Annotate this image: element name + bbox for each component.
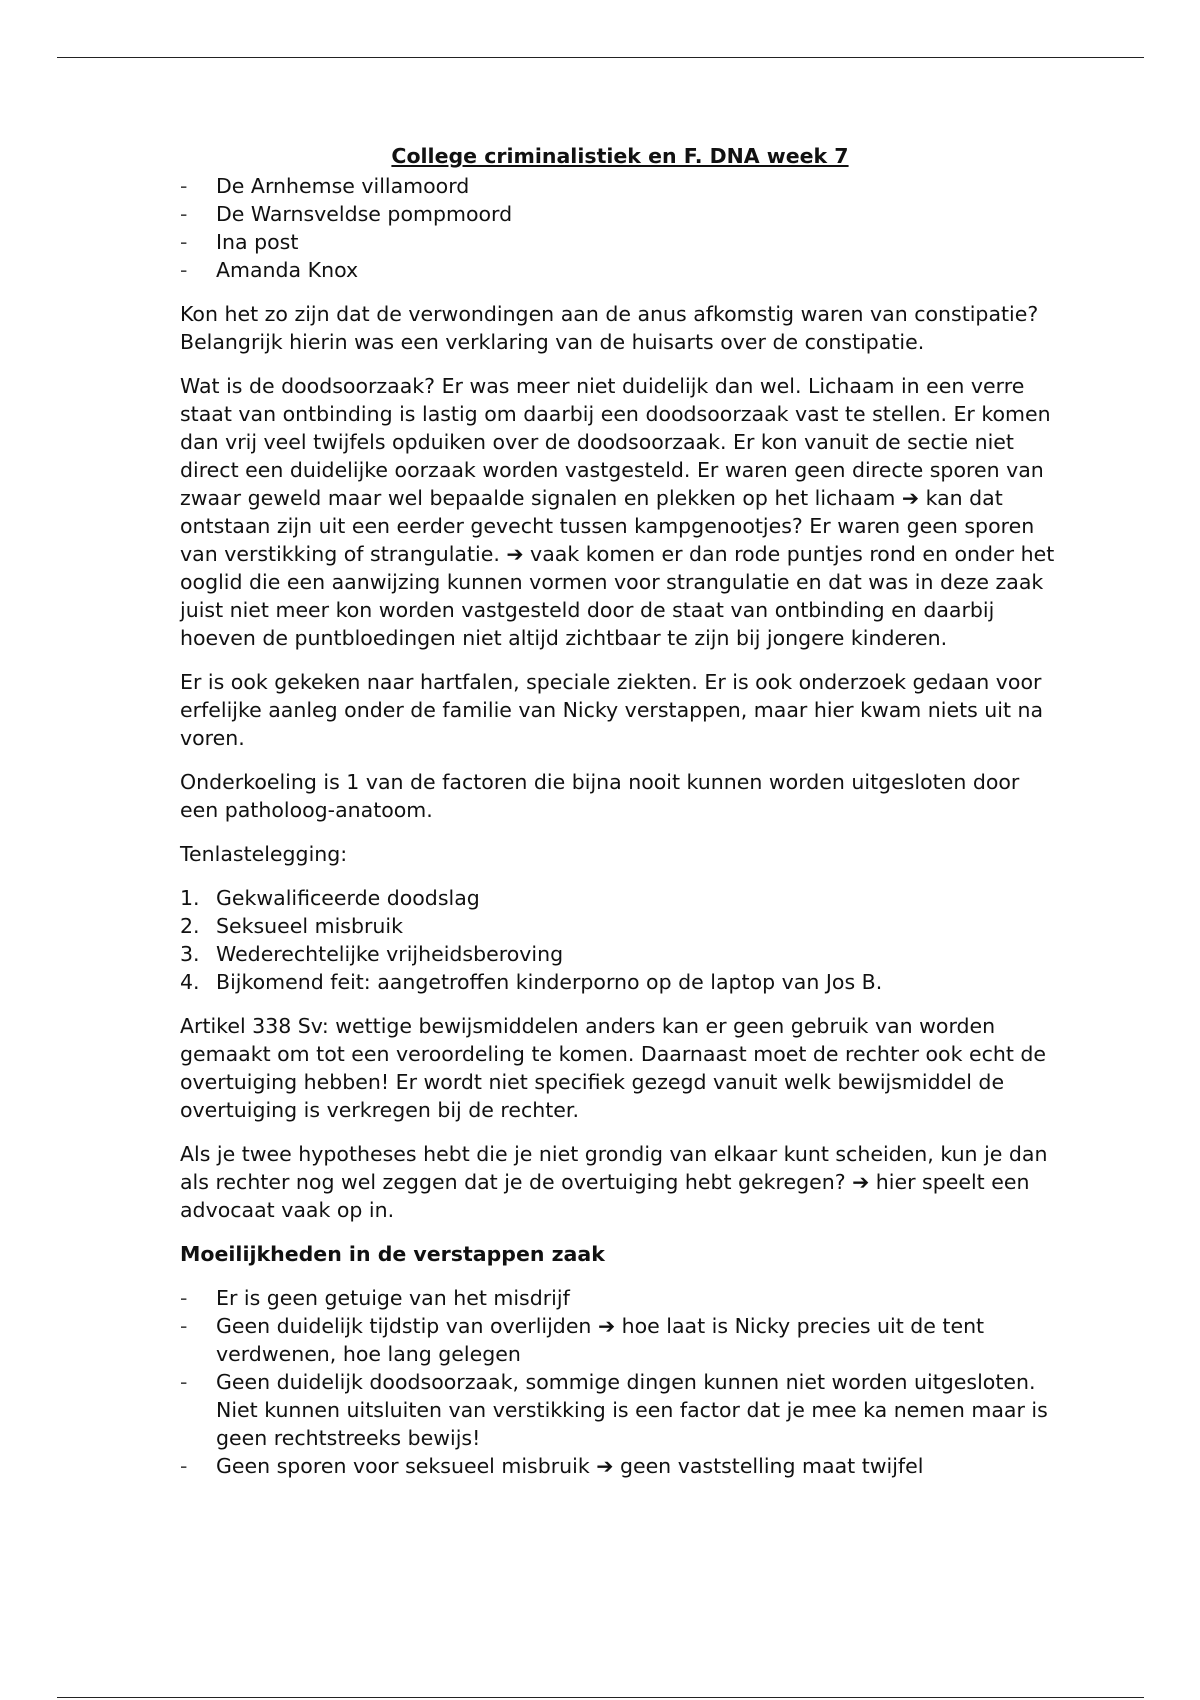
- difficulty-text: Geen duidelijk doodsoorzaak, sommige dingen kunnen niet worden uitgesloten. Niet kunnen uitsluiten van verstikking is een factor dat je mee ka nemen maar is geen rechtstreeks bewijs!: [216, 1370, 1048, 1450]
- list-item: [180, 200, 1060, 228]
- difficulty-text: Geen duidelijk tijdstip van overlijden ➔ hoe laat is Nicky precies uit de tent verdwenen, hoe lang gelegen: [216, 1314, 985, 1366]
- list-item: [180, 884, 1060, 912]
- dash-bullet: -: [180, 1314, 188, 1338]
- document-title: College criminalistiek en F. DNA week 7: [391, 144, 849, 168]
- footer-rule: [57, 1697, 1144, 1698]
- paragraph-constipatie: Kon het zo zijn dat de verwondingen aan de anus afkomstig waren van constipatie? Belangrijk hierin was een verklaring van de huisarts over de constipatie.: [180, 302, 1039, 354]
- paragraph-artikel-338: Artikel 338 Sv: wettige bewijsmiddelen anders kan er geen gebruik van worden gemaakt om tot een veroordeling te komen. Daarnaast moet de rechter ook echt de overtuiging hebben! Er wordt niet specifiek gezegd vanuit welk bewijsmiddel de overtuiging is verkregen bij de rechter.: [180, 1014, 1047, 1122]
- dash-bullet: -: [180, 258, 188, 282]
- case-name: Ina post: [216, 230, 299, 254]
- list-item: [180, 172, 1060, 200]
- case-name: De Warnsveldse pompmoord: [216, 202, 513, 226]
- charge-text: Gekwalificeerde doodslag: [216, 886, 480, 910]
- section-heading: Moeilijkheden in de verstappen zaak: [180, 1242, 605, 1266]
- list-item: [180, 228, 1060, 256]
- paragraph-hartfalen: Er is ook gekeken naar hartfalen, speciale ziekten. Er is ook onderzoek gedaan voor erfelijke aanleg onder de familie van Nicky verstappen, maar hier kwam niets uit na voren.: [180, 670, 1044, 750]
- charge-text: Bijkomend feit: aangetroffen kinderporno op de laptop van Jos B.: [216, 970, 883, 994]
- list-item: [180, 256, 1060, 284]
- dash-bullet: -: [180, 230, 188, 254]
- case-name: Amanda Knox: [216, 258, 359, 282]
- paragraph-doodsoorzaak: Wat is de doodsoorzaak? Er was meer niet duidelijk dan wel. Lichaam in een verre staat van ontbinding is lastig om daarbij een doodsoorzaak vast te stellen. Er komen dan vrij veel twijfels opduiken over de doodsoorzaak. Er kon vanuit de sectie niet direct een duidelijke oorzaak worden vastgesteld. Er waren geen directe sporen van zwaar geweld maar wel bepaalde signalen en plekken op het lichaam ➔ kan dat ontstaan zijn uit een eerder gevecht tussen kampgenootjes? Er waren geen sporen van verstikking of strangulatie. ➔ vaak komen er dan rode puntjes rond en onder het ooglid die een aanwijzing kunnen vormen voor strangulatie en dat was in deze zaak juist niet meer kon worden vastgesteld door de staat van ontbinding en daarbij hoeven de puntbloedingen niet altijd zichtbaar te zijn bij jongere kinderen.: [180, 374, 1055, 650]
- list-item: [180, 1284, 1060, 1312]
- difficulty-text: Er is geen getuige van het misdrijf: [216, 1286, 570, 1310]
- list-item: [180, 940, 1060, 968]
- difficulty-list: [180, 1284, 1060, 1480]
- list-item: [180, 1452, 1060, 1480]
- paragraph-tenlastelegging: Tenlastelegging:: [180, 842, 348, 866]
- dash-bullet: -: [180, 174, 188, 198]
- charge-text: Wederechtelijke vrijheidsberoving: [216, 942, 564, 966]
- list-item: [180, 1368, 1060, 1452]
- dash-bullet: -: [180, 1454, 188, 1478]
- case-list: [180, 172, 1060, 284]
- list-number: 4.: [180, 970, 200, 994]
- charge-list: [180, 884, 1060, 996]
- dash-bullet: -: [180, 202, 188, 226]
- list-number: 3.: [180, 942, 200, 966]
- difficulty-text: Geen sporen voor seksueel misbruik ➔ geen vaststelling maat twijfel: [216, 1454, 924, 1478]
- list-item: [180, 912, 1060, 940]
- document-page: [180, 142, 1060, 1496]
- list-number: 2.: [180, 914, 200, 938]
- paragraph-hypotheses: Als je twee hypotheses hebt die je niet grondig van elkaar kunt scheiden, kun je dan als rechter nog wel zeggen dat je de overtuiging hebt gekregen? ➔ hier speelt een advocaat vaak op in.: [180, 1142, 1048, 1222]
- dash-bullet: -: [180, 1286, 188, 1310]
- list-item: [180, 968, 1060, 996]
- list-number: 1.: [180, 886, 200, 910]
- header-rule: [57, 57, 1144, 58]
- dash-bullet: -: [180, 1370, 188, 1394]
- case-name: De Arnhemse villamoord: [216, 174, 470, 198]
- charge-text: Seksueel misbruik: [216, 914, 403, 938]
- list-item: [180, 1312, 1060, 1368]
- paragraph-onderkoeling: Onderkoeling is 1 van de factoren die bijna nooit kunnen worden uitgesloten door een patholoog-anatoom.: [180, 770, 1020, 822]
